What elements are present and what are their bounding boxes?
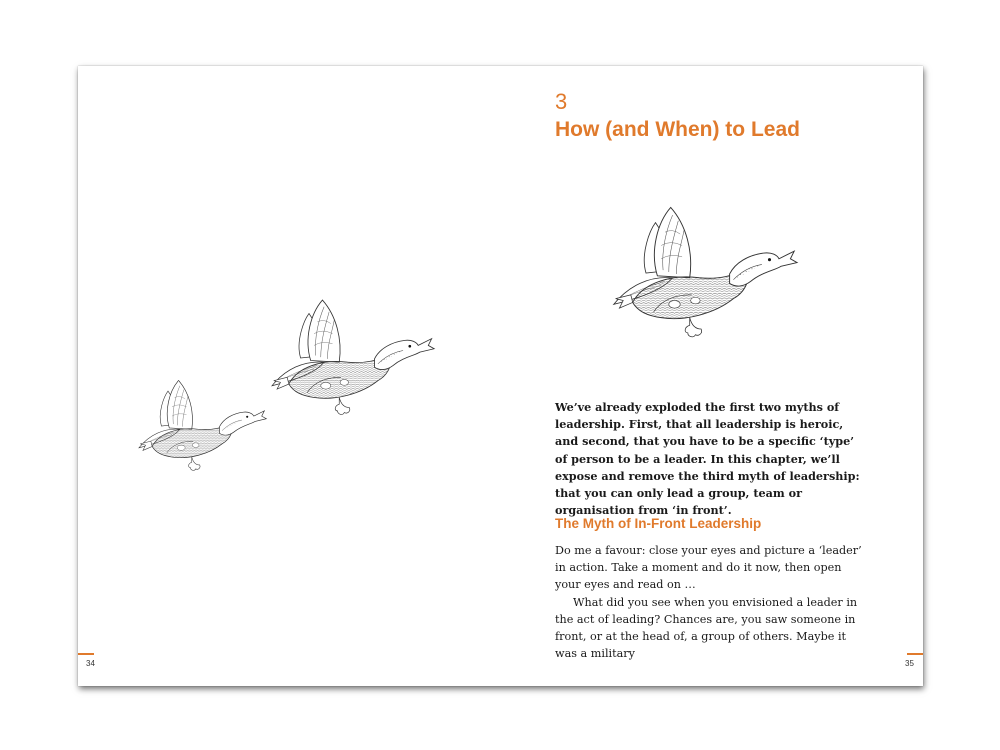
chapter-number: 3 [555,89,568,114]
page-number: 35 [905,659,914,668]
section-heading: The Myth of In-Front Leadership [555,516,762,531]
page-number-rule [907,653,923,655]
book-spread [78,66,923,686]
intro-paragraph: We’ve already exploded the first two myths of leadership. First, that all leadership is heroic, and second, that you have to be a specific ‘type’ of person to be a leader. In this chapter, we’ll expose and remove the third myth of leadership: that you can only lead a group, team or organisation from ‘in front’. [555,400,860,518]
left-page [78,66,500,686]
page-number: 34 [86,659,95,668]
body-paragraph: What did you see when you envisioned a leader in the act of leading? Chances are, you saw someone in front, or at the head of, a group of others. Maybe it was a military [555,595,858,661]
right-page [500,66,923,686]
flying-duck-chapter-illustration [608,188,798,358]
flying-duck-small-illustration [135,376,267,476]
flying-duck-large-illustration [267,293,435,423]
chapter-title: How (and When) to Lead [555,118,800,141]
body-text [555,542,865,662]
page-number-rule [78,653,94,655]
body-paragraph: Do me a favour: close your eyes and picture a ‘leader’ in action. Take a moment and do it now, then open your eyes and read on … [555,544,862,592]
